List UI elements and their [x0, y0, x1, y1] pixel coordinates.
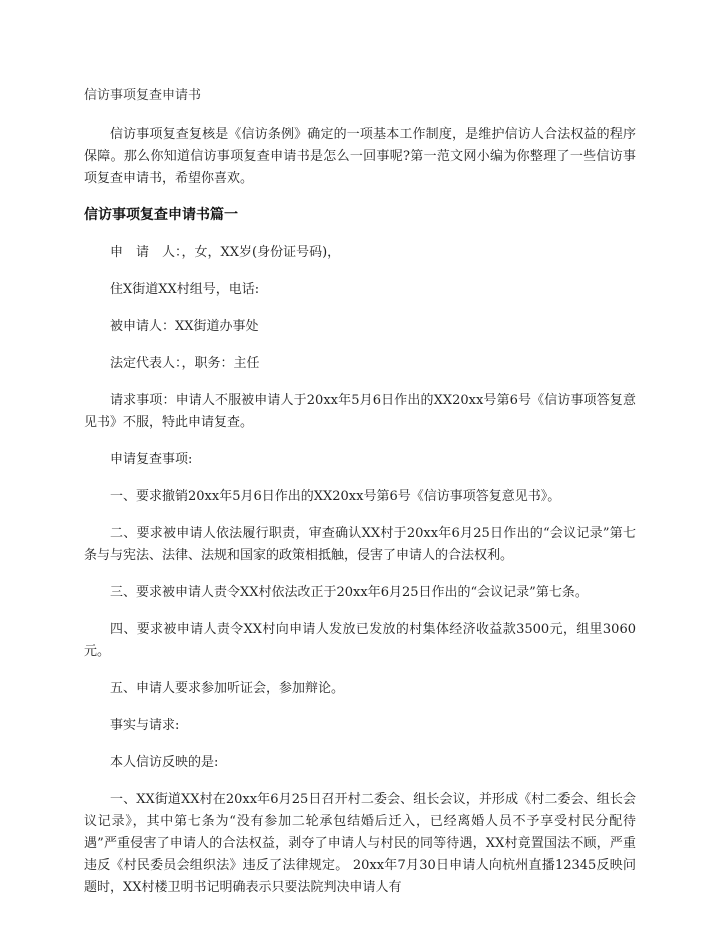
document-body: [84, 86, 636, 914]
document-title: 信访事项复查申请书: [84, 88, 202, 103]
review-item-2: 二、要求被申请人依法履行职责，审查确认XX村于20xx年6月25日作出的“会议记录”第七条与与宪法、法律、法规和国家的政策相抵触，侵害了申请人的合法权利。: [84, 526, 636, 563]
section-heading: 信访事项复查申请书篇一: [84, 207, 238, 223]
facts-heading: 事实与请求:: [110, 718, 180, 733]
legal-rep-line: 法定代表人：，职务：主任: [110, 356, 260, 371]
body-paragraphs: [84, 242, 636, 899]
intro-paragraph: 信访事项复查复核是《信访条例》确定的一项基本工作制度，是维护信访人合法权益的程序保障。那么你知道信访事项复查申请书是怎么一回事呢?第一范文网小编为你整理了一些信访事项复查申请书，希望你喜欢。: [84, 127, 636, 186]
facts-paragraph-1: 一、XX街道XX村在20xx年6月25日召开村二委会、组长会议，并形成《村二委会、组长会议记录》，其中第七条为“没有参加二轮承包结婚后迁入，已经离婚人员不予享受村民分配待遇”严重侵害了申请人的合法权益，剥夺了申请人与村民的同等待遇，XX村竟置国法不顾，严重违反《村民委员会组织法》违反了法律规定。 20xx年7月30日申请人向杭州直播12345反映问题时，XX村楼卫明书记明确表示只要法院判决申请人有: [84, 792, 636, 895]
review-items-heading: 申请复查事项:: [110, 452, 193, 467]
request-paragraph: 请求事项：申请人不服被申请人于20xx年5月6日作出的XX20xx号第6号《信访事项答复意见书》不服，特此申请复查。: [84, 393, 636, 430]
petition-intro: 本人信访反映的是:: [110, 755, 219, 770]
review-item-5: 五、申请人要求参加听证会，参加辩论。: [110, 681, 345, 696]
review-item-1: 一、要求撤销20xx年5月6日作出的XX20xx号第6号《信访事项答复意见书》。: [110, 489, 561, 504]
review-item-4: 四、要求被申请人责令XX村向申请人发放已发放的村集体经济收益款3500元，组里3060元。: [84, 622, 636, 659]
applicant-line: 申 请 人：，女，XX岁(身份证号码)，: [110, 245, 341, 260]
address-line: 住X街道XX村组号，电话:: [110, 282, 260, 297]
review-item-3: 三、要求被申请人责令XX村依法改正于20xx年6月25日作出的“会议记录”第七条。: [110, 585, 588, 600]
respondent-line: 被申请人：XX街道办事处: [110, 319, 259, 334]
